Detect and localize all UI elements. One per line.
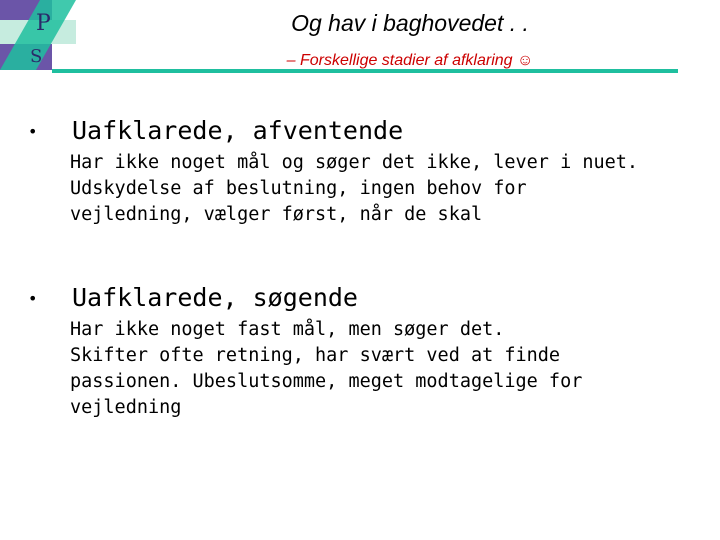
page-subtitle: – Forskellige stadier af afklaring ☺ bbox=[286, 52, 534, 69]
logo-icon bbox=[0, 0, 76, 70]
bullet-marker: • bbox=[28, 122, 38, 141]
bullet-body: Har ikke noget fast mål, men søger det. Skifter ofte retning, har svært ved at finde passionen. Ubeslutsomme, meget modtagelige for vejledning bbox=[70, 319, 583, 418]
header-divider bbox=[52, 69, 678, 73]
bullet-body: Har ikke noget mål og søger det ikke, lever i nuet. Udskydelse af beslutning, ingen behov for vejledning, vælger først, når de skal bbox=[70, 152, 639, 225]
page-title: Og hav i baghovedet . . bbox=[291, 10, 529, 36]
bullet-marker: • bbox=[28, 289, 38, 308]
logo-letter-p: P bbox=[36, 11, 51, 36]
bullet-heading: Uafklarede, søgende bbox=[72, 283, 358, 312]
bullet-heading: Uafklarede, afventende bbox=[72, 116, 404, 145]
logo-letter-s: S bbox=[30, 46, 43, 67]
